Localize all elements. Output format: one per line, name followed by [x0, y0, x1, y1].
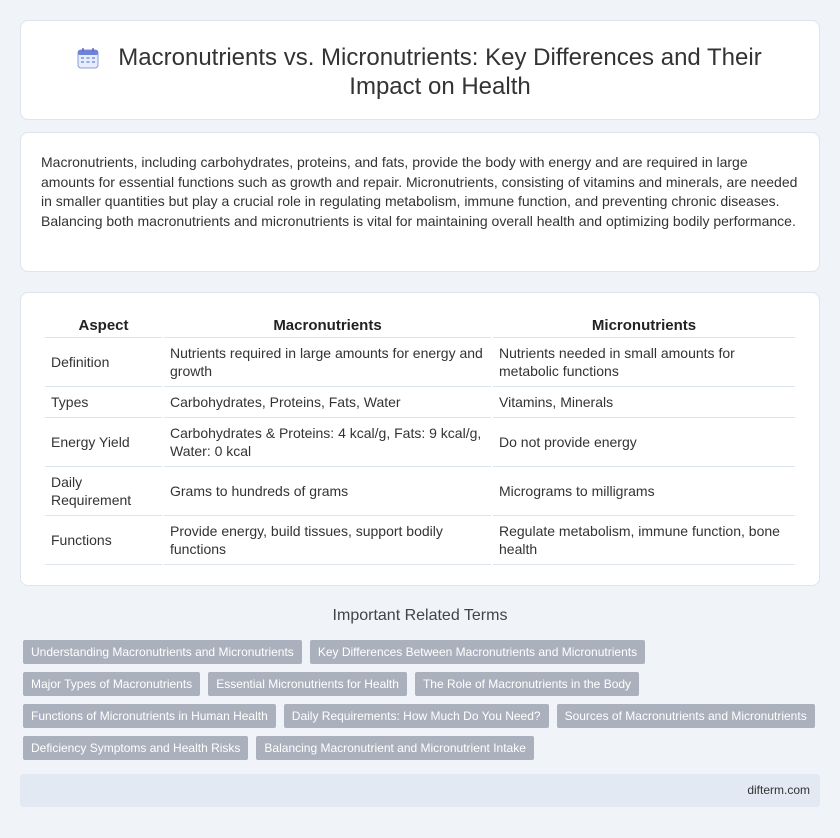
intro-paragraph: Macronutrients, including carbohydrates, proteins, and fats, provide the body with energy and are required in large amounts for essential functions such as growth and repair. Micronutrients, consisting of vitamins and minerals, are needed in smaller quantities but play a crucial role in regulating metabolism, immune function, and preventing chronic diseases. Balancing both macronutrients and micronutrients is vital for maintaining overall health and optimizing bodily performance. — [41, 154, 798, 229]
table-cell: Micrograms to milligrams — [493, 467, 795, 516]
related-terms-title: Important Related Terms — [332, 607, 508, 624]
related-term-tag[interactable]: Functions of Micronutrients in Human Health — [23, 704, 276, 728]
table-cell: Nutrients required in large amounts for energy and growth — [164, 338, 491, 387]
table-row — [45, 387, 795, 418]
related-term-tag[interactable]: Essential Micronutrients for Health — [208, 672, 407, 696]
related-term-tag[interactable]: Deficiency Symptoms and Health Risks — [23, 736, 248, 760]
table-cell: Functions — [45, 516, 162, 565]
header-micronutrients: Micronutrients — [493, 313, 795, 338]
related-term-tag[interactable]: Key Differences Between Macronutrients and Micronutrients — [310, 640, 645, 664]
intro-card — [20, 132, 820, 272]
tag-row — [23, 704, 823, 728]
table-cell: Vitamins, Minerals — [493, 387, 795, 418]
header-card — [20, 20, 820, 120]
header-aspect: Aspect — [45, 313, 162, 338]
related-term-tag[interactable]: Sources of Macronutrients and Micronutrients — [557, 704, 815, 728]
table-cell: Carbohydrates & Proteins: 4 kcal/g, Fats: 9 kcal/g, Water: 0 kcal — [164, 418, 491, 467]
tag-row — [23, 736, 823, 760]
table-cell: Carbohydrates, Proteins, Fats, Water — [164, 387, 491, 418]
related-term-tag[interactable]: Daily Requirements: How Much Do You Need? — [284, 704, 549, 728]
comparison-table — [43, 313, 797, 565]
table-cell: Definition — [45, 338, 162, 387]
table-row — [45, 338, 795, 387]
table-cell: Types — [45, 387, 162, 418]
footer — [20, 774, 820, 807]
related-term-tag[interactable]: Balancing Macronutrient and Micronutrient Intake — [256, 736, 533, 760]
table-cell: Regulate metabolism, immune function, bone health — [493, 516, 795, 565]
table-row — [45, 467, 795, 516]
tag-row — [23, 640, 823, 664]
table-cell: Daily Requirement — [45, 467, 162, 516]
related-term-tag[interactable]: Major Types of Macronutrients — [23, 672, 200, 696]
comparison-table-card — [20, 292, 820, 586]
table-cell: Do not provide energy — [493, 418, 795, 467]
table-row — [45, 516, 795, 565]
table-cell: Energy Yield — [45, 418, 162, 467]
table-header-row — [45, 313, 795, 338]
table-row — [45, 418, 795, 467]
related-terms-list — [23, 640, 823, 768]
table-cell: Grams to hundreds of grams — [164, 467, 491, 516]
related-term-tag[interactable]: The Role of Macronutrients in the Body — [415, 672, 639, 696]
tag-row — [23, 672, 823, 696]
table-cell: Provide energy, build tissues, support bodily functions — [164, 516, 491, 565]
table-cell: Nutrients needed in small amounts for metabolic functions — [493, 338, 795, 387]
related-term-tag[interactable]: Understanding Macronutrients and Micronutrients — [23, 640, 302, 664]
header-macronutrients: Macronutrients — [164, 313, 491, 338]
page-title: Macronutrients vs. Micronutrients: Key Differences and Their Impact on Health — [118, 44, 762, 100]
footer-site-link[interactable]: difterm.com — [747, 783, 810, 797]
